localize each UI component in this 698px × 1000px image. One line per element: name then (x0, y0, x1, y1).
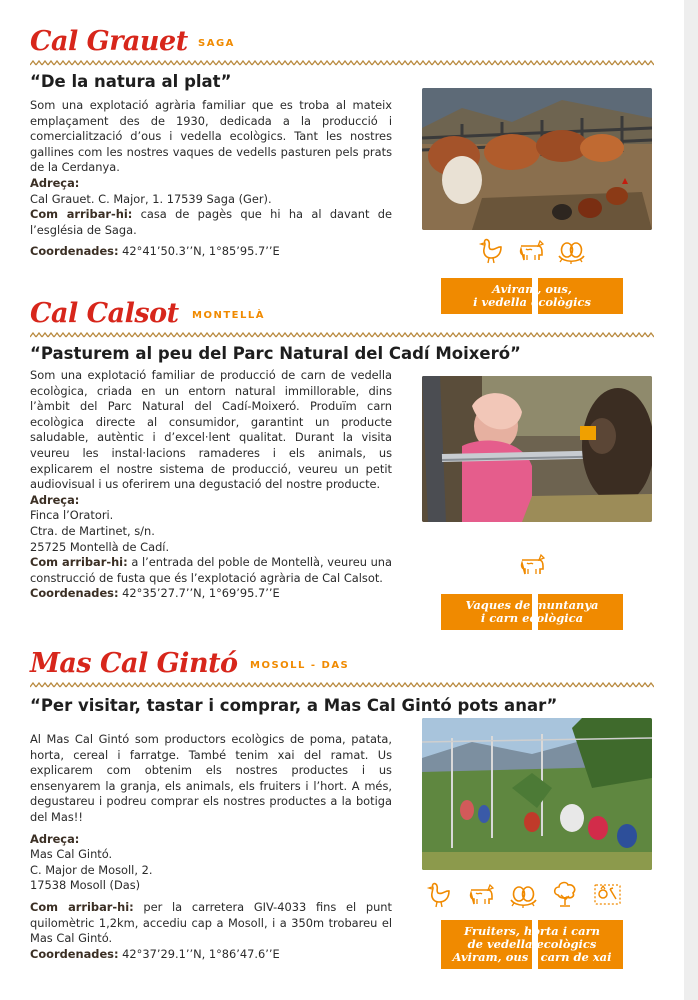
farm-description: Som una explotació agrària familiar que es troba al mateix emplaçament des de 1930, dedicada a la producció i comercialització d’ous i vedella ecològics. Tant les nostres gallines com les nostres vaques de vedells pasturen pels prats de la Cerdanya. (30, 98, 392, 175)
directions-block (30, 207, 392, 238)
farm-details (30, 732, 392, 962)
orchard-visit-photo (422, 718, 652, 870)
zigzag-divider (30, 332, 654, 338)
farm-slogan: “Per visitar, tastar i comprar, a Mas Cal Gintó pots anar” (30, 696, 558, 715)
ribbon-line: Vaques de muntanya (465, 598, 599, 612)
ribbon-line: Aviram, ous, (492, 282, 572, 296)
ribbon-line: de vedella ecològics (467, 937, 597, 951)
farm-details (30, 368, 392, 602)
coords-text: 42°41’50.3’’N, 1°85’95.7’’E (122, 244, 280, 259)
address-line: Mas Cal Gintó. (30, 847, 113, 862)
product-icons (517, 550, 547, 578)
tree-icon (550, 880, 580, 908)
directions-label: Com arribar-hi: (30, 555, 128, 570)
farm-section-mas-cal-ginto (30, 648, 654, 970)
vegetables-icon (592, 880, 622, 908)
ribbon-line: i carn ecològica (480, 611, 584, 625)
address-label: Adreça: (30, 492, 80, 507)
address-line: Ctra. de Martinet, s/n. (30, 523, 155, 538)
farm-slogan: “De la natura al plat” (30, 72, 232, 91)
directions-label: Com arribar-hi: (30, 899, 134, 914)
address-line: 17538 Mosoll (Das) (30, 878, 141, 893)
coords-text: 42°35’27.7’’N, 1°69’95.7’’E (122, 586, 280, 601)
coords-block (30, 244, 392, 260)
eggs-icon (508, 880, 538, 908)
farm-description: Som una explotació familiar de producció de carn de vedella ecològica, criada en un entorn natural immillorable, dins l’àmbit del Parc Natural del Cadí-Moixeró. Produïm carn ecològica directe al consumidor, garantint un producte saludable, autèntic i d’excel·lent qualitat. Durant la visita veureu les instal·lacions ramaderes i els animals, us explicarem el nostre sistema de producció, veureu un petit audiovisual i us oferirem una degustació del nostre producte. (30, 368, 392, 492)
ribbon-line: Fruiters, horta i carn (463, 924, 601, 938)
cow-icon (517, 550, 547, 578)
address-block (30, 832, 392, 894)
products-ribbon (441, 920, 623, 969)
address-line: Finca l’Oratori. (30, 508, 114, 523)
farm-location: MONTELLÀ (192, 310, 265, 321)
zigzag-divider (30, 60, 654, 66)
chicken-icon (424, 880, 454, 908)
coords-label: Coordenades: (30, 946, 119, 961)
chicken-icon (476, 236, 506, 264)
directions-block (30, 555, 392, 586)
farm-section-cal-grauet (30, 26, 654, 309)
directions-text: per la carretera GIV-4033 fins el punt quilomètric 1,2km, accediu cap a Mosoll, i a 350m trobareu el Mas Cal Gintó. (30, 899, 392, 946)
directions-label: Com arribar-hi: (30, 207, 133, 222)
address-line: 25725 Montellà de Cadí. (30, 539, 170, 554)
directions-block (30, 900, 392, 947)
cows-and-chickens-photo (422, 88, 652, 230)
page-edge-bar (684, 0, 698, 1000)
farm-location: SAGA (198, 38, 235, 49)
girl-with-calf-photo (422, 376, 652, 522)
address-block (30, 493, 392, 555)
farm-name: Mas Cal Gintó (30, 648, 238, 679)
farm-details (30, 98, 392, 260)
farm-location: MOSOLL - DAS (250, 660, 350, 671)
farm-slogan: “Pasturem al peu del Parc Natural del Cadí Moixeró” (30, 344, 521, 363)
directions-text: casa de pagès que hi ha al davant de l’església de Saga. (30, 207, 392, 237)
eggs-icon (556, 236, 586, 264)
ribbon-line: Aviram, ous i carn de xai (452, 950, 612, 964)
cow-icon (466, 880, 496, 908)
farm-section-cal-calsot (30, 295, 654, 638)
product-icons (476, 236, 586, 264)
coords-label: Coordenades: (30, 244, 119, 259)
address-line: Cal Grauet. C. Major, 1. 17539 Saga (Ger). (30, 191, 272, 206)
coords-block (30, 947, 392, 963)
farm-name: Cal Grauet (30, 26, 188, 57)
address-block (30, 176, 392, 207)
coords-block (30, 586, 392, 602)
farm-name: Cal Calsot (30, 298, 179, 329)
cow-icon (516, 236, 546, 264)
directions-text: a l’entrada del poble de Montellà, veureu una construcció de fusta que és l’explotació agrària de Cal Calsot. (30, 555, 393, 585)
address-label: Adreça: (30, 831, 80, 846)
coords-label: Coordenades: (30, 586, 119, 601)
ribbon-line: i vedella ecològics (473, 295, 591, 309)
products-ribbon (441, 594, 623, 630)
zigzag-divider (30, 682, 654, 688)
farm-description: Al Mas Cal Gintó som productors ecològics de poma, patata, horta, cereal i farratge. També tenim xai del ramat. Us explicarem com obtenim els nostres productes i us ensenyarem la granja, els animals, els fruiters i l’hort. A més, degustareu i podreu comprar els nostres productes a la botiga del Mas!! (30, 732, 392, 824)
product-icons (424, 880, 622, 908)
coords-text: 42°37’29.1’’N, 1°86’47.6’’E (122, 946, 280, 961)
address-label: Adreça: (30, 175, 80, 190)
address-line: C. Major de Mosoll, 2. (30, 862, 153, 877)
